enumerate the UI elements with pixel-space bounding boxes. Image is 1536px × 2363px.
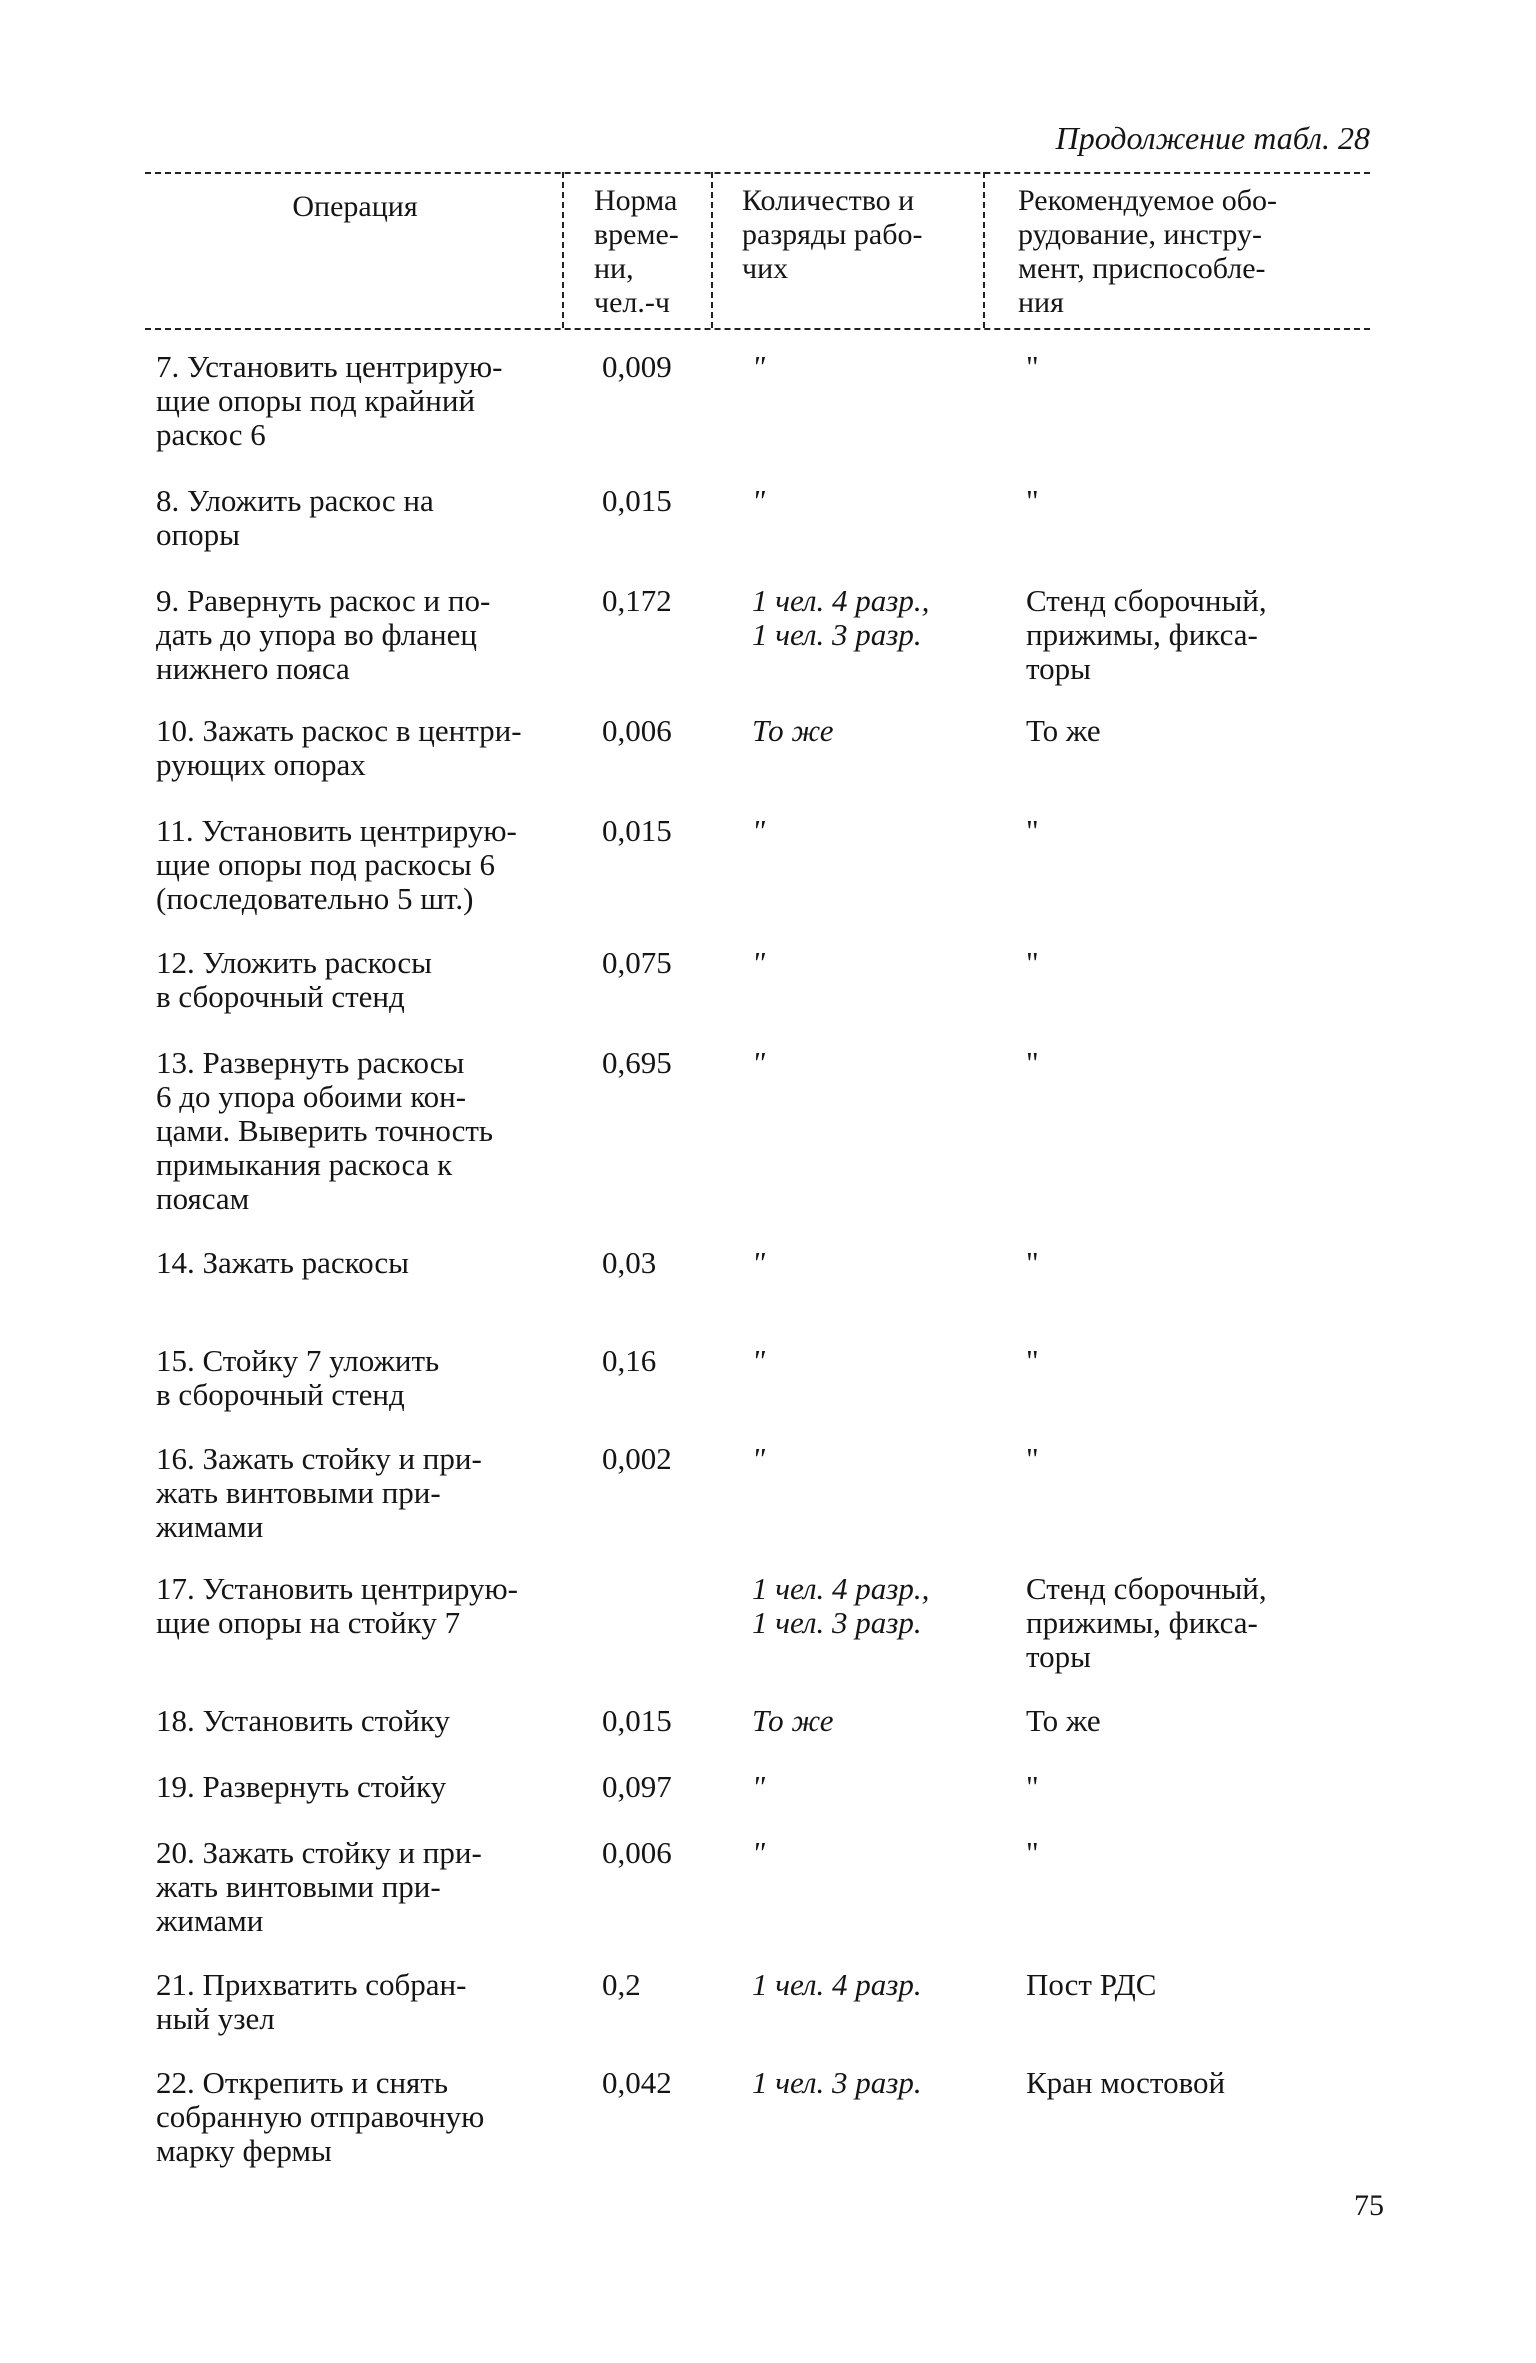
header-divider-3 xyxy=(983,172,985,328)
equipment-cell: То же xyxy=(1026,1703,1101,1738)
equipment-cell: " xyxy=(1026,1835,1039,1870)
equipment-cell: " xyxy=(1026,1245,1039,1280)
operation-cell: 14. Зажать раскосы xyxy=(156,1245,409,1280)
quantity-cell: " xyxy=(752,1835,766,1870)
equipment-cell: " xyxy=(1026,483,1039,518)
norm-cell: 0,03 xyxy=(602,1245,657,1280)
norm-cell: 0,2 xyxy=(602,1967,641,2002)
norm-cell: 0,015 xyxy=(602,483,672,518)
table-caption: Продолжение табл. 28 xyxy=(1055,120,1370,156)
page-number: 75 xyxy=(1354,2189,1384,2222)
quantity-cell: " xyxy=(752,349,766,384)
quantity-cell: 1 чел. 3 разр. xyxy=(752,2065,922,2100)
equipment-cell: " xyxy=(1026,1045,1039,1080)
quantity-cell: 1 чел. 4 разр., 1 чел. 3 разр. xyxy=(752,1571,930,1640)
header-divider-2 xyxy=(711,172,713,328)
equipment-cell: Пост РДС xyxy=(1026,1967,1157,2002)
norm-cell: 0,002 xyxy=(602,1441,672,1476)
quantity-cell: " xyxy=(752,945,766,980)
quantity-cell: " xyxy=(752,1769,766,1804)
header-bottom-rule xyxy=(145,328,1370,330)
quantity-cell: 1 чел. 4 разр. xyxy=(752,1967,922,2002)
operation-cell: 20. Зажать стойку и при- жать винтовыми при- жимами xyxy=(156,1835,482,1938)
operation-cell: 13. Развернуть раскосы 6 до упора обоими кон- цами. Выверить точность примыкания раскоса к поясам xyxy=(156,1045,494,1216)
equipment-cell: " xyxy=(1026,349,1039,384)
equipment-cell: То же xyxy=(1026,713,1101,748)
norm-cell: 0,695 xyxy=(602,1045,672,1080)
norm-cell: 0,16 xyxy=(602,1343,657,1378)
norm-cell: 0,172 xyxy=(602,583,672,618)
operation-cell: 19. Развернуть стойку xyxy=(156,1769,447,1804)
operation-cell: 12. Уложить раскосы в сборочный стенд xyxy=(156,945,432,1014)
norm-cell: 0,075 xyxy=(602,945,672,980)
header-equipment: Рекомендуемое обо- рудование, инстру- мент, приспособле- ния xyxy=(1018,184,1278,319)
norm-cell: 0,015 xyxy=(602,813,672,848)
header-top-rule xyxy=(145,172,1370,174)
operation-cell: 10. Зажать раскос в центри- рующих опорах xyxy=(156,713,522,782)
operation-cell: 16. Зажать стойку и при- жать винтовыми при- жимами xyxy=(156,1441,482,1544)
norm-cell: 0,006 xyxy=(602,713,672,748)
quantity-cell: " xyxy=(752,1441,766,1476)
norm-cell: 0,097 xyxy=(602,1769,672,1804)
header-operation: Операция xyxy=(292,190,418,223)
quantity-cell: " xyxy=(752,483,766,518)
norm-cell: 0,009 xyxy=(602,349,672,384)
quantity-cell: " xyxy=(752,813,766,848)
quantity-cell: " xyxy=(752,1343,766,1378)
operation-cell: 7. Установить центрирую- щие опоры под крайний раскос 6 xyxy=(156,349,503,452)
equipment-cell: " xyxy=(1026,1769,1039,1804)
norm-cell: 0,042 xyxy=(602,2065,672,2100)
equipment-cell: Стенд сборочный, прижимы, фикса- торы xyxy=(1026,583,1267,686)
quantity-cell: 1 чел. 4 разр., 1 чел. 3 разр. xyxy=(752,583,930,652)
equipment-cell: " xyxy=(1026,1441,1039,1476)
equipment-cell: " xyxy=(1026,945,1039,980)
operation-cell: 18. Установить стойку xyxy=(156,1703,451,1738)
header-norm: Норма време- ни, чел.-ч xyxy=(594,184,679,319)
header-quantity: Количество и разряды рабо- чих xyxy=(742,184,923,285)
operation-cell: 8. Уложить раскос на опоры xyxy=(156,483,434,552)
quantity-cell: То же xyxy=(752,713,834,748)
operation-cell: 17. Установить центрирую- щие опоры на стойку 7 xyxy=(156,1571,518,1640)
equipment-cell: Стенд сборочный, прижимы, фикса- торы xyxy=(1026,1571,1267,1674)
operation-cell: 22. Открепить и снять собранную отправочную марку фермы xyxy=(156,2065,485,2168)
equipment-cell: " xyxy=(1026,1343,1039,1378)
operation-cell: 9. Равернуть раскос и по- дать до упора во фланец нижнего пояса xyxy=(156,583,491,686)
equipment-cell: " xyxy=(1026,813,1039,848)
operation-cell: 11. Установить центрирую- щие опоры под раскосы 6 (последовательно 5 шт.) xyxy=(156,813,517,916)
quantity-cell: " xyxy=(752,1045,766,1080)
equipment-cell: Кран мостовой xyxy=(1026,2065,1226,2100)
norm-cell: 0,015 xyxy=(602,1703,672,1738)
quantity-cell: То же xyxy=(752,1703,834,1738)
quantity-cell: " xyxy=(752,1245,766,1280)
operation-cell: 15. Стойку 7 уложить в сборочный стенд xyxy=(156,1343,440,1412)
operation-cell: 21. Прихватить собран- ный узел xyxy=(156,1967,467,2036)
norm-cell: 0,006 xyxy=(602,1835,672,1870)
